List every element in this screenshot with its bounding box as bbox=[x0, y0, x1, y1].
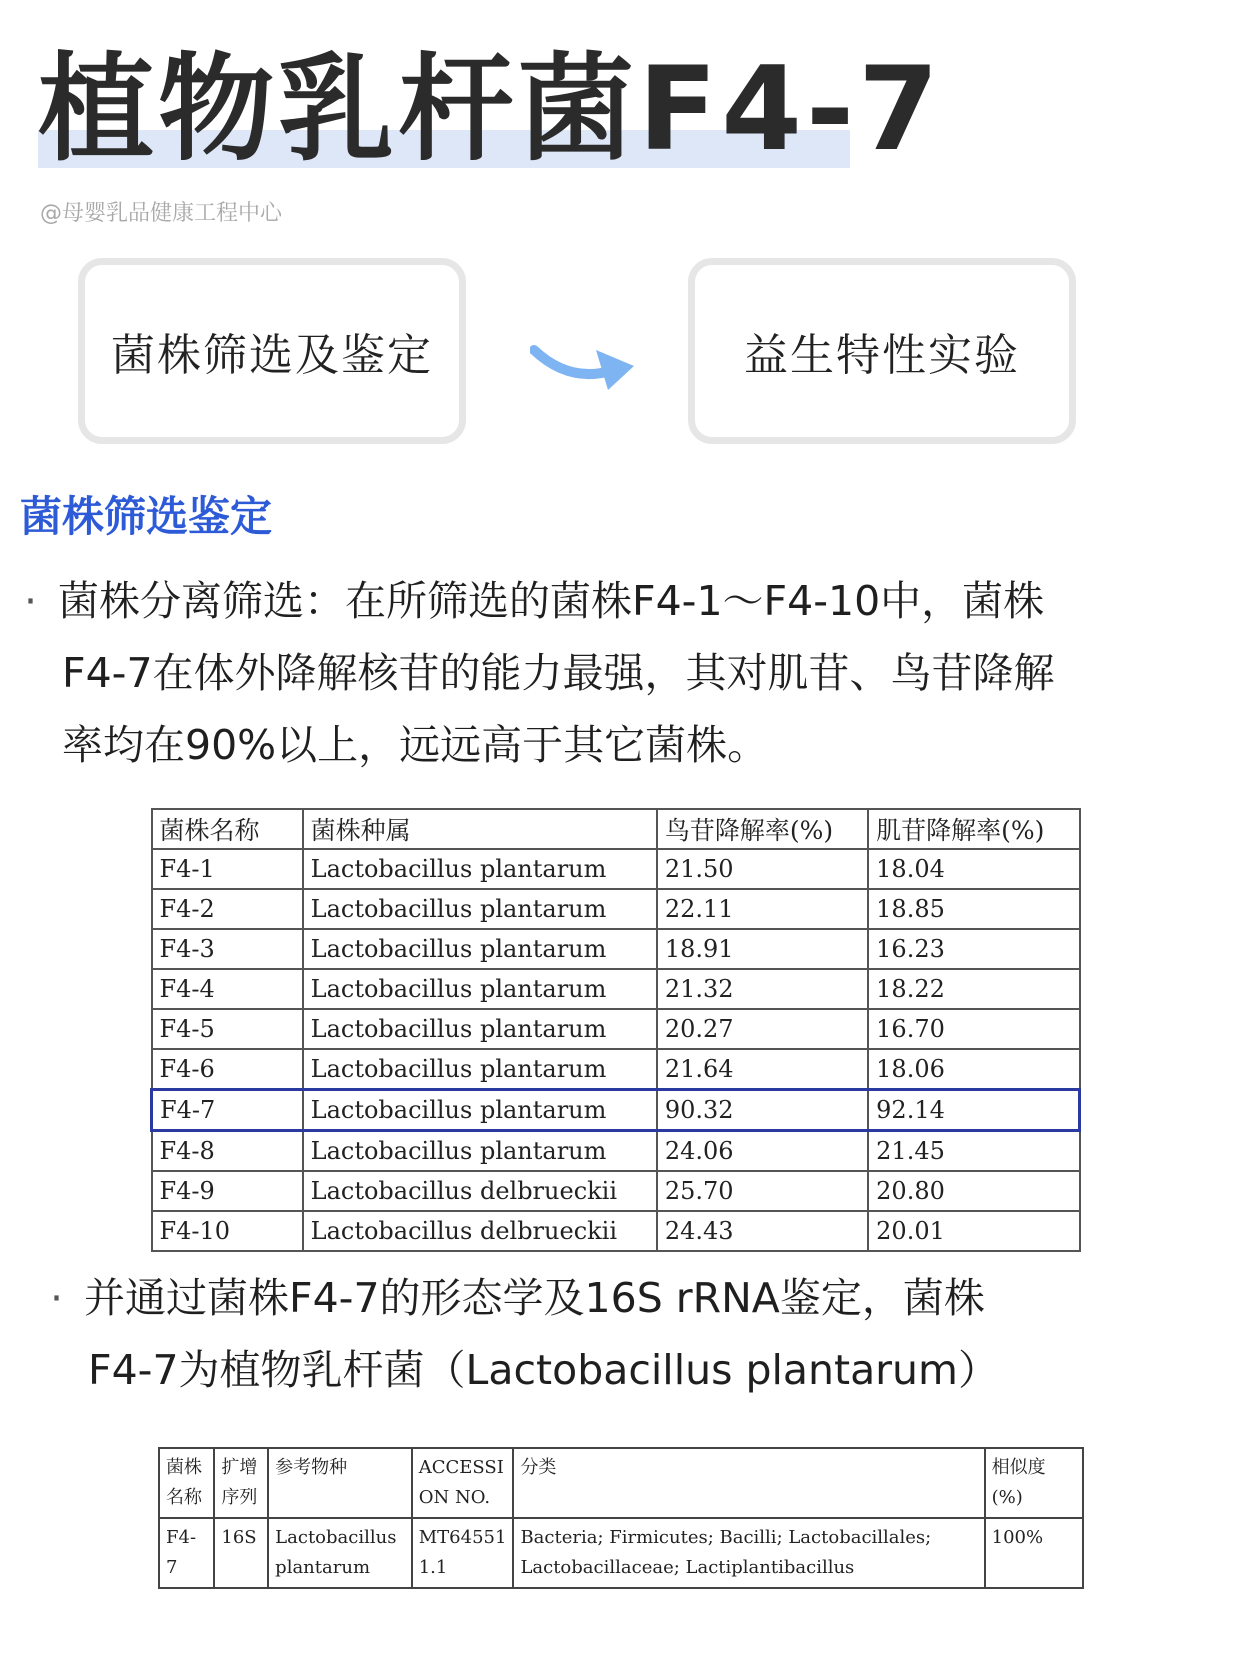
table-row bbox=[152, 1131, 1080, 1172]
table-cell: 18.22 bbox=[868, 969, 1079, 1009]
table-cell: Lactobacillus delbrueckii bbox=[303, 1211, 657, 1251]
paragraph-line: F4-7为植物乳杆菌（Lactobacillus plantarum） bbox=[88, 1346, 999, 1394]
table-row bbox=[152, 1049, 1080, 1090]
table-cell: 21.64 bbox=[657, 1049, 868, 1090]
table-cell: F4-9 bbox=[152, 1171, 303, 1211]
curved-arrow-right-icon bbox=[530, 340, 642, 396]
table-cell: Lactobacillus plantarum bbox=[303, 1090, 657, 1131]
table-cell: F4-1 bbox=[152, 849, 303, 889]
table-cell: Lactobacillus delbrueckii bbox=[303, 1171, 657, 1211]
table-cell: Lactobacillus plantarum bbox=[303, 1131, 657, 1172]
table-header-cell: 参考物种 bbox=[268, 1448, 412, 1518]
paragraph-line: 率均在90%以上，远远高于其它菌株。 bbox=[62, 721, 769, 769]
bullet-dot: · bbox=[50, 1274, 64, 1322]
table-cell: Lactobacillus plantarum bbox=[303, 1009, 657, 1049]
table-cell: 16S bbox=[214, 1518, 268, 1588]
paragraph-line: · 并通过菌株F4-7的形态学及16S rRNA鉴定，菌株 bbox=[50, 1262, 1220, 1334]
table-cell: F4-8 bbox=[152, 1131, 303, 1172]
table-cell: 24.43 bbox=[657, 1211, 868, 1251]
table-cell: 22.11 bbox=[657, 889, 868, 929]
table-cell: Lactobacillus plantarum bbox=[303, 849, 657, 889]
table-cell: F4-3 bbox=[152, 929, 303, 969]
paragraph-screening bbox=[24, 565, 1234, 781]
table-cell: Lactobacillus plantarum bbox=[303, 969, 657, 1009]
table-cell: 24.06 bbox=[657, 1131, 868, 1172]
table-header-cell: ACCESSI ON NO. bbox=[412, 1448, 514, 1518]
table-cell: 90.32 bbox=[657, 1090, 868, 1131]
table-row bbox=[152, 849, 1080, 889]
flow-step-screening bbox=[78, 258, 466, 444]
table-cell: F4-4 bbox=[152, 969, 303, 1009]
table-row bbox=[152, 1009, 1080, 1049]
flow-step-probiotic-label: 益生特性实验 bbox=[744, 330, 1020, 381]
table-cell: Lactobacillus plantarum bbox=[303, 1049, 657, 1090]
table-cell: 20.01 bbox=[868, 1211, 1079, 1251]
table-row bbox=[152, 889, 1080, 929]
table-header-cell: 菌株种属 bbox=[303, 809, 657, 849]
section-title: 菌株筛选鉴定 bbox=[20, 492, 273, 541]
table-cell: 20.80 bbox=[868, 1171, 1079, 1211]
page-title: 植物乳杆菌F4-7 bbox=[38, 42, 943, 177]
table-cell: Lactobacillus plantarum bbox=[303, 929, 657, 969]
table-cell: F4-7 bbox=[159, 1518, 214, 1588]
paragraph-line: · 菌株分离筛选：在所筛选的菌株F4-1～F4-10中，菌株 bbox=[24, 565, 1234, 637]
table-cell: Lactobacillus plantarum bbox=[268, 1518, 412, 1588]
table-cell: 92.14 bbox=[868, 1090, 1079, 1131]
flow-step-screening-label: 菌株筛选及鉴定 bbox=[111, 330, 433, 381]
table-cell: F4-2 bbox=[152, 889, 303, 929]
flow-step-probiotic bbox=[688, 258, 1076, 444]
table-header-cell: 菌株名称 bbox=[152, 809, 303, 849]
table-cell: F4-7 bbox=[152, 1090, 303, 1131]
table-cell: 16.70 bbox=[868, 1009, 1079, 1049]
table-cell: F4-6 bbox=[152, 1049, 303, 1090]
table-cell: Bacteria; Firmicutes; Bacilli; Lactobacillales; Lactobacillaceae; Lactiplantibacillus bbox=[513, 1518, 984, 1588]
table-header-cell: 肌苷降解率(%) bbox=[868, 809, 1079, 849]
table-header-cell: 鸟苷降解率(%) bbox=[657, 809, 868, 849]
table-row bbox=[152, 1211, 1080, 1251]
table-cell: Lactobacillus plantarum bbox=[303, 889, 657, 929]
table-cell: 18.04 bbox=[868, 849, 1079, 889]
table-cell: 16.23 bbox=[868, 929, 1079, 969]
bullet-dot: · bbox=[24, 577, 38, 625]
table-header-cell: 扩增 序列 bbox=[214, 1448, 268, 1518]
table-header-cell: 相似度(%) bbox=[985, 1448, 1083, 1518]
table-cell: 18.85 bbox=[868, 889, 1079, 929]
table-header-row bbox=[152, 809, 1080, 849]
table-row-highlighted bbox=[152, 1090, 1080, 1131]
table-row bbox=[159, 1518, 1083, 1588]
table-cell: 18.91 bbox=[657, 929, 868, 969]
table-cell: 21.50 bbox=[657, 849, 868, 889]
table-cell: 21.45 bbox=[868, 1131, 1079, 1172]
table-cell: 100% bbox=[985, 1518, 1083, 1588]
paragraph-identification bbox=[50, 1262, 1220, 1406]
table-row bbox=[152, 969, 1080, 1009]
degradation-table bbox=[150, 808, 1081, 1252]
watermark: @母婴乳品健康工程中心 bbox=[40, 201, 283, 226]
table-header-cell: 菌株 名称 bbox=[159, 1448, 214, 1518]
table-header-row bbox=[159, 1448, 1083, 1518]
table-cell: 25.70 bbox=[657, 1171, 868, 1211]
table-row bbox=[152, 1171, 1080, 1211]
title-block bbox=[38, 40, 943, 180]
table-cell: F4-10 bbox=[152, 1211, 303, 1251]
table-cell: 21.32 bbox=[657, 969, 868, 1009]
table-header-cell: 分类 bbox=[513, 1448, 984, 1518]
table-cell: MT64551 1.1 bbox=[412, 1518, 514, 1588]
table-cell: 18.06 bbox=[868, 1049, 1079, 1090]
paragraph-line: F4-7在体外降解核苷的能力最强，其对肌苷、鸟苷降解 bbox=[62, 649, 1055, 697]
table-row bbox=[152, 929, 1080, 969]
identification-table bbox=[158, 1447, 1084, 1589]
table-cell: F4-5 bbox=[152, 1009, 303, 1049]
table-cell: 20.27 bbox=[657, 1009, 868, 1049]
